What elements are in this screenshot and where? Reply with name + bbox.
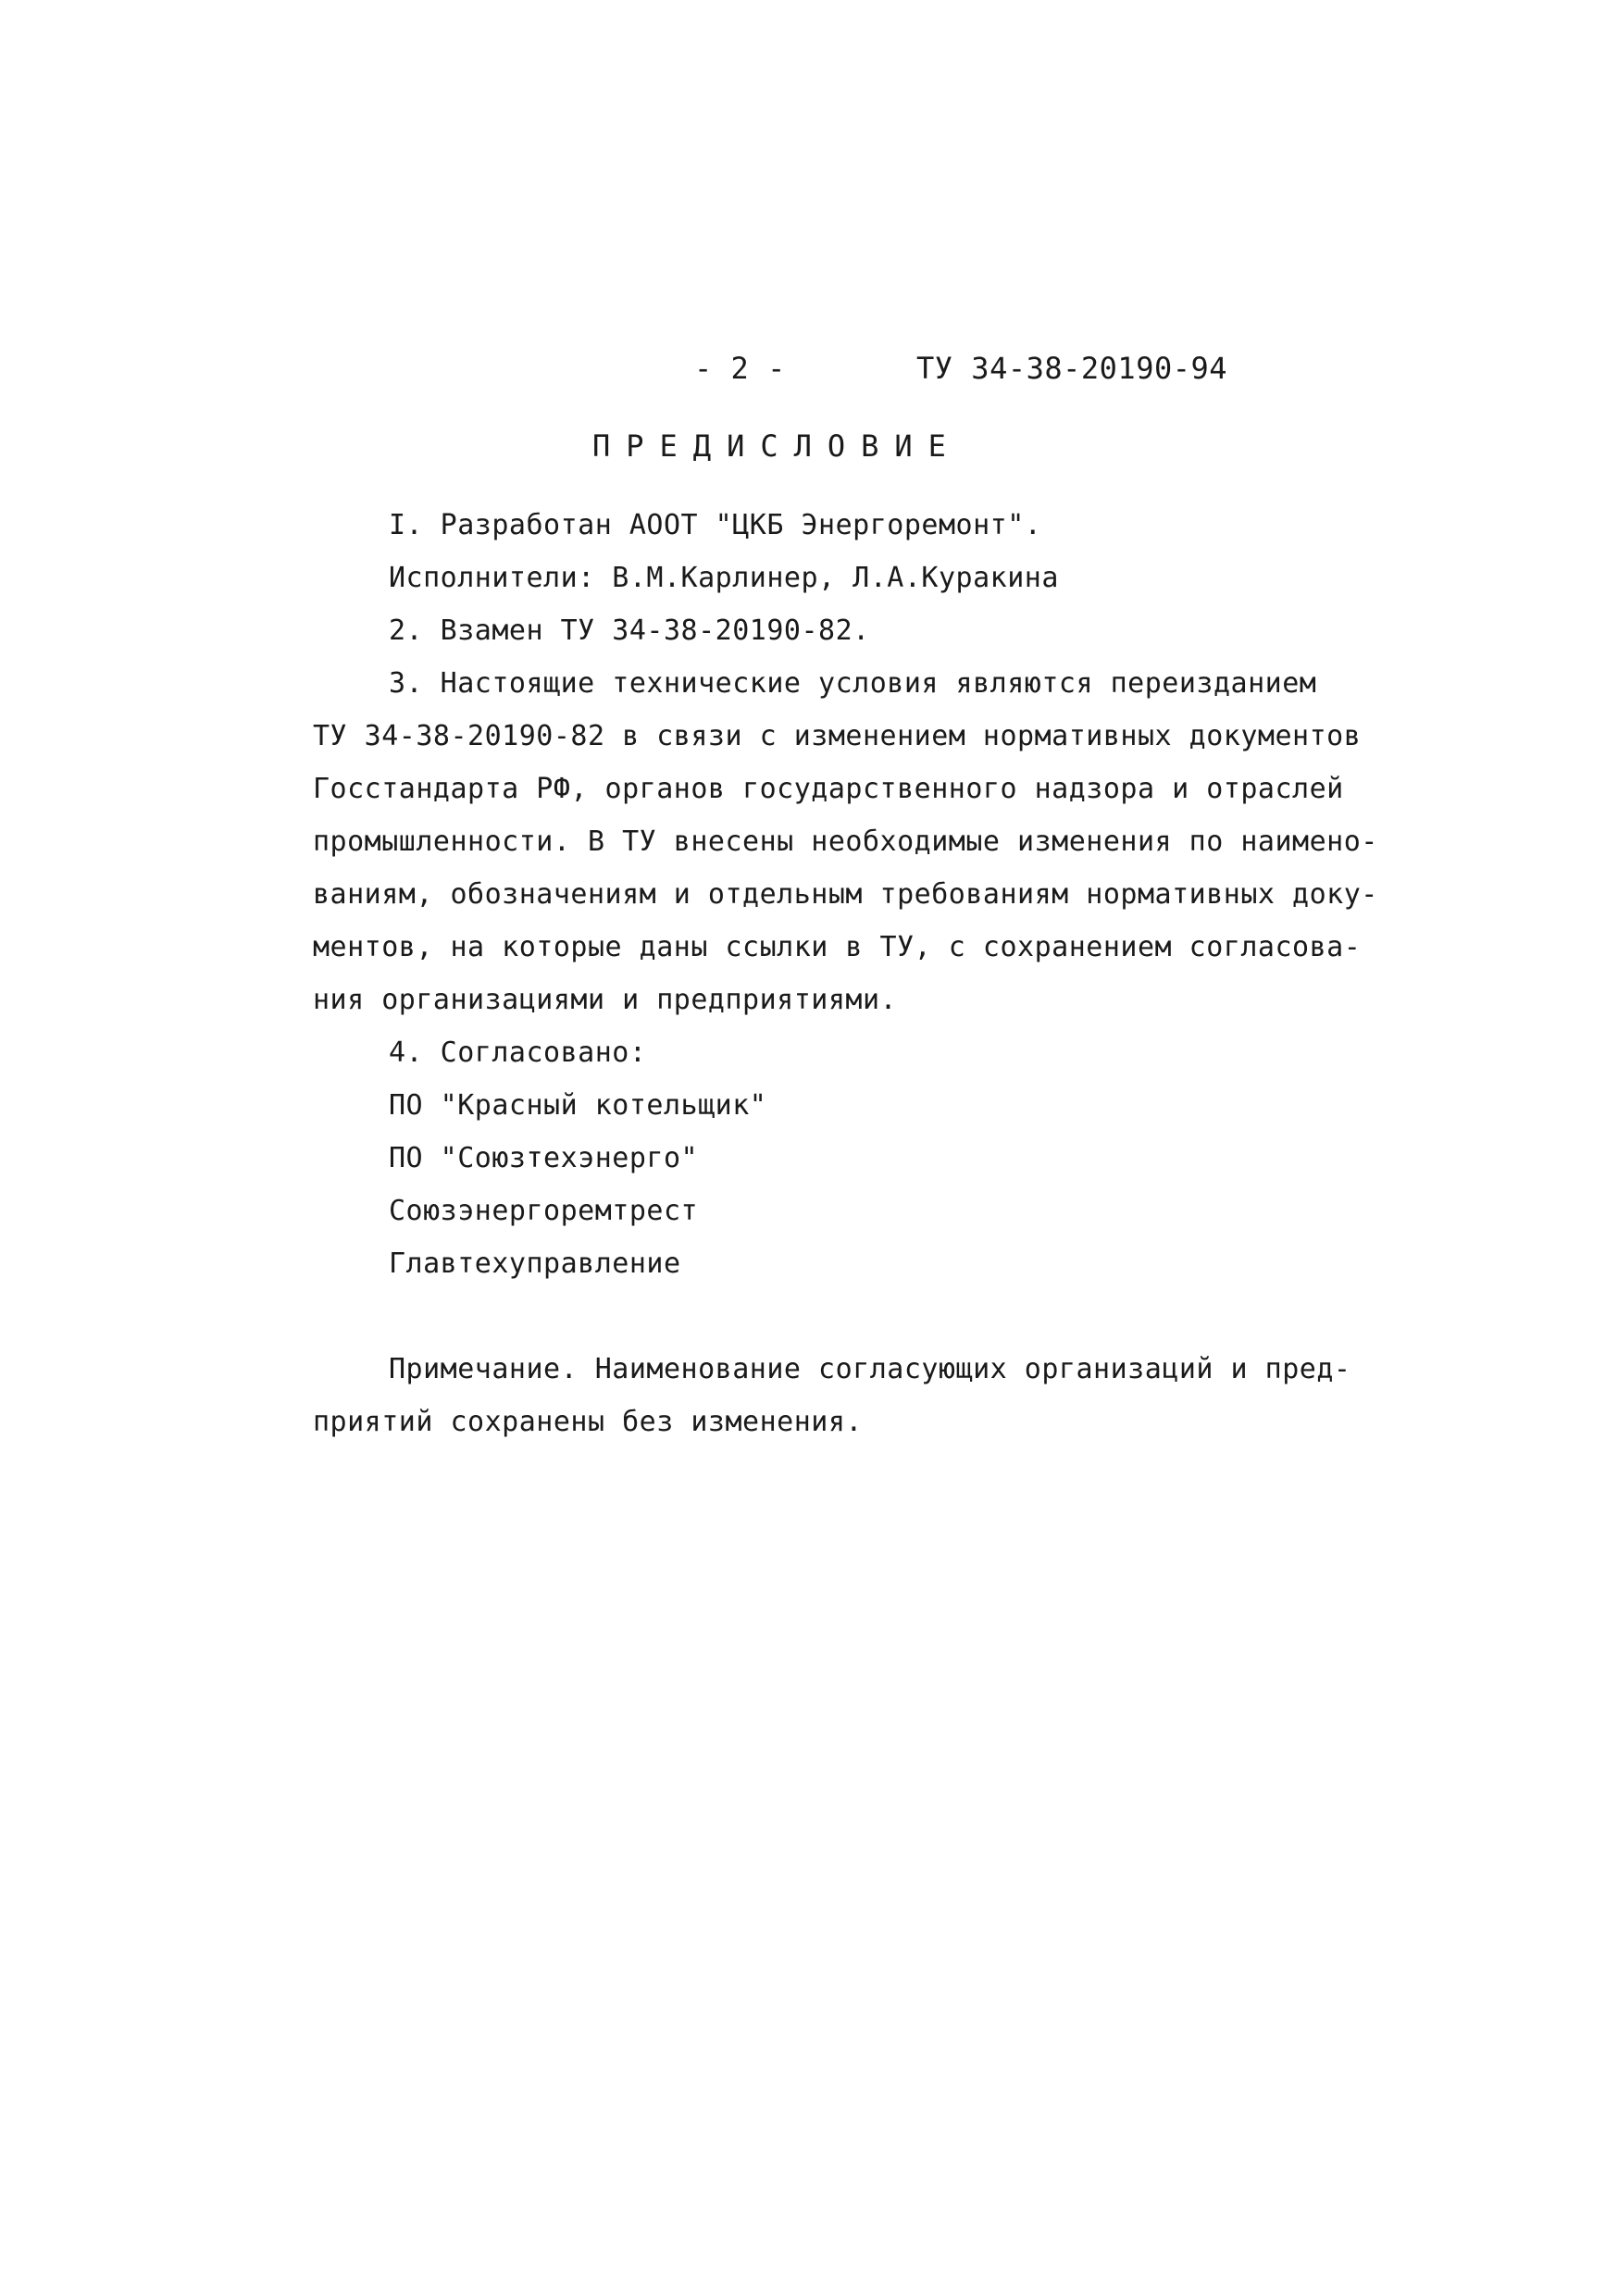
performers-line: Исполнители: В.М.Карлинер, Л.А.Куракина [389,562,1059,594]
agreed-org: ПО "Союзтехэнерго" [389,1142,699,1174]
item-1-developer: I. Разработан АООТ "ЦКБ Энергоремонт". [389,509,1042,541]
page-number: - 2 - [694,351,786,386]
item-3-line: ментов, на которые даны ссылки в ТУ, с сохранением согласова- [313,931,1362,963]
agreed-org: Союзэнергоремтрест [389,1195,699,1227]
item-3-line: промышленности. В ТУ внесены необходимые изменения по наимено- [313,825,1378,858]
document-code: ТУ 34-38-20190-94 [916,351,1228,386]
item-2-replaces: 2. Взамен ТУ 34-38-20190-82. [389,614,870,647]
item-3-line: ния организациями и предприятиями. [313,984,898,1016]
item-3-line: ТУ 34-38-20190-82 в связи с изменением нормативных документов [313,720,1362,752]
agreed-org: ПО "Красный котельщик" [389,1089,767,1122]
section-title: ПРЕДИСЛОВИЕ [592,428,962,464]
item-3-line: ваниям, обозначениям и отдельным требованиям нормативных доку- [313,878,1378,911]
note-line: Примечание. Наименование согласующих организаций и пред- [389,1353,1351,1385]
note-line: приятий сохранены без изменения. [313,1406,863,1438]
item-4-agreed: 4. Согласовано: [389,1036,647,1069]
item-3-line: Госстандарта РФ, органов государственного надзора и отраслей [313,773,1344,805]
agreed-org: Главтехуправление [389,1247,681,1280]
item-3-line: 3. Настоящие технические условия являются переизданием [389,667,1317,700]
